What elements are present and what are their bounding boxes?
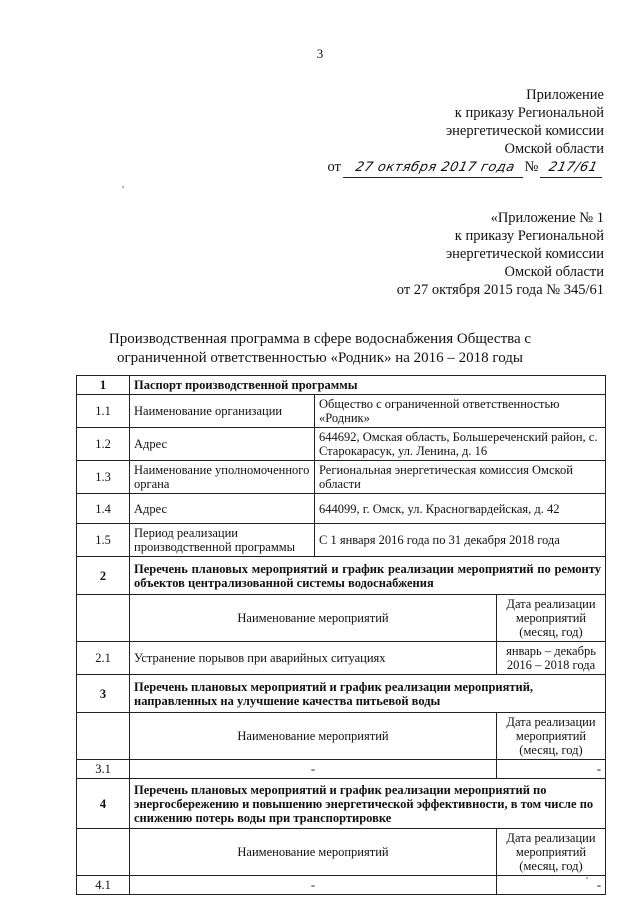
row-number: 1.3 xyxy=(77,461,130,494)
title-line: Производственная программа в сфере водоснабжения Общества с xyxy=(108,331,532,347)
row-date: - xyxy=(497,876,606,895)
row-label: Период реализации производственной программы xyxy=(130,524,315,557)
document-title xyxy=(0,330,640,368)
column-header-date: Дата реализации мероприятий (месяц, год) xyxy=(497,829,606,876)
appendix-line: энергетической комиссии xyxy=(445,123,604,139)
page-number: 3 xyxy=(316,46,324,61)
column-header-row xyxy=(77,829,606,876)
column-header-name: Наименование мероприятий xyxy=(130,713,497,760)
number-prefix: № xyxy=(524,159,539,175)
section-title: Перечень плановых мероприятий и график реализации мероприятий по ремонту объектов централизованной системы водоснабжения xyxy=(130,557,606,595)
appendix-line: Омской области xyxy=(504,141,604,157)
appendix-header xyxy=(328,86,605,178)
section-header-row xyxy=(77,557,606,595)
appendix-line: Омской области xyxy=(504,264,604,280)
section-header-row xyxy=(77,675,606,713)
row-number: 1.5 xyxy=(77,524,130,557)
column-header-row xyxy=(77,713,606,760)
appendix-line: «Приложение № 1 xyxy=(490,210,604,226)
row-name: - xyxy=(130,876,497,895)
title-line: ограниченной ответственностью «Родник» на 2016 – 2018 годы xyxy=(117,350,523,366)
handwritten-date: 27 октября 2017 года xyxy=(343,159,527,178)
column-header-row xyxy=(77,595,606,642)
appendix-line: энергетической комиссии xyxy=(445,246,604,262)
row-value: Региональная энергетическая комиссия Омской области xyxy=(315,461,606,494)
table-row xyxy=(77,494,606,524)
row-number: 4.1 xyxy=(77,876,130,895)
section-number: 1 xyxy=(77,376,130,395)
table-row xyxy=(77,461,606,494)
column-header-name: Наименование мероприятий xyxy=(130,829,497,876)
row-value: 644692, Омская область, Большереченский район, с. Старокарасук, ул. Ленина, д. 16 xyxy=(315,428,606,461)
handwritten-number: 217/61 xyxy=(540,159,606,178)
row-label: Адрес xyxy=(130,494,315,524)
appendix-line: к приказу Региональной xyxy=(454,105,604,121)
row-date: - xyxy=(497,760,606,779)
previous-appendix-header xyxy=(397,209,604,299)
row-value: Общество с ограниченной ответственностью «Родник» xyxy=(315,395,606,428)
row-number: 3.1 xyxy=(77,760,130,779)
scan-speck xyxy=(586,877,588,879)
row-name: Устранение порывов при аварийных ситуациях xyxy=(130,642,497,675)
table-row xyxy=(77,876,606,895)
section-number: 2 xyxy=(77,557,130,595)
column-header-date: Дата реализации мероприятий (месяц, год) xyxy=(497,713,606,760)
from-prefix: от xyxy=(327,159,341,175)
table-row xyxy=(77,524,606,557)
empty-cell xyxy=(77,595,130,642)
section-number: 4 xyxy=(77,779,130,829)
row-date xyxy=(497,642,606,675)
appendix-line: от 27 октября 2015 года № 345/61 xyxy=(396,282,604,298)
table-row xyxy=(77,642,606,675)
section-title: Паспорт производственной программы xyxy=(130,376,606,395)
section-header-row xyxy=(77,376,606,395)
appendix-date-line xyxy=(328,158,605,178)
row-number: 1.4 xyxy=(77,494,130,524)
column-header-date: Дата реализации мероприятий (месяц, год) xyxy=(497,595,606,642)
section-number: 3 xyxy=(77,675,130,713)
section-header-row xyxy=(77,779,606,829)
appendix-line: к приказу Региональной xyxy=(454,228,604,244)
program-table xyxy=(76,375,606,895)
appendix-line: Приложение xyxy=(526,87,604,103)
row-label: Наименование организации xyxy=(130,395,315,428)
table-row xyxy=(77,395,606,428)
row-date-line: январь – декабрь xyxy=(506,644,596,658)
section-title: Перечень плановых мероприятий и график реализации мероприятий по энергосбережению и повышению энергетической эффективности, в том числе по снижению потерь воды при транспортировке xyxy=(130,779,606,829)
scan-speck xyxy=(122,186,124,188)
column-header-name: Наименование мероприятий xyxy=(130,595,497,642)
row-date-line: 2016 – 2018 года xyxy=(506,658,596,672)
table-row xyxy=(77,760,606,779)
row-number: 1.1 xyxy=(77,395,130,428)
table-row xyxy=(77,428,606,461)
empty-cell xyxy=(77,713,130,760)
row-label: Наименование уполномоченного органа xyxy=(130,461,315,494)
empty-cell xyxy=(77,829,130,876)
row-value: С 1 января 2016 года по 31 декабря 2018 года xyxy=(315,524,606,557)
row-label: Адрес xyxy=(130,428,315,461)
row-value: 644099, г. Омск, ул. Красногвардейская, д. 42 xyxy=(315,494,606,524)
row-name: - xyxy=(130,760,497,779)
row-number: 1.2 xyxy=(77,428,130,461)
section-title: Перечень плановых мероприятий и график реализации мероприятий, направленных на улучшение качества питьевой воды xyxy=(130,675,606,713)
row-number: 2.1 xyxy=(77,642,130,675)
